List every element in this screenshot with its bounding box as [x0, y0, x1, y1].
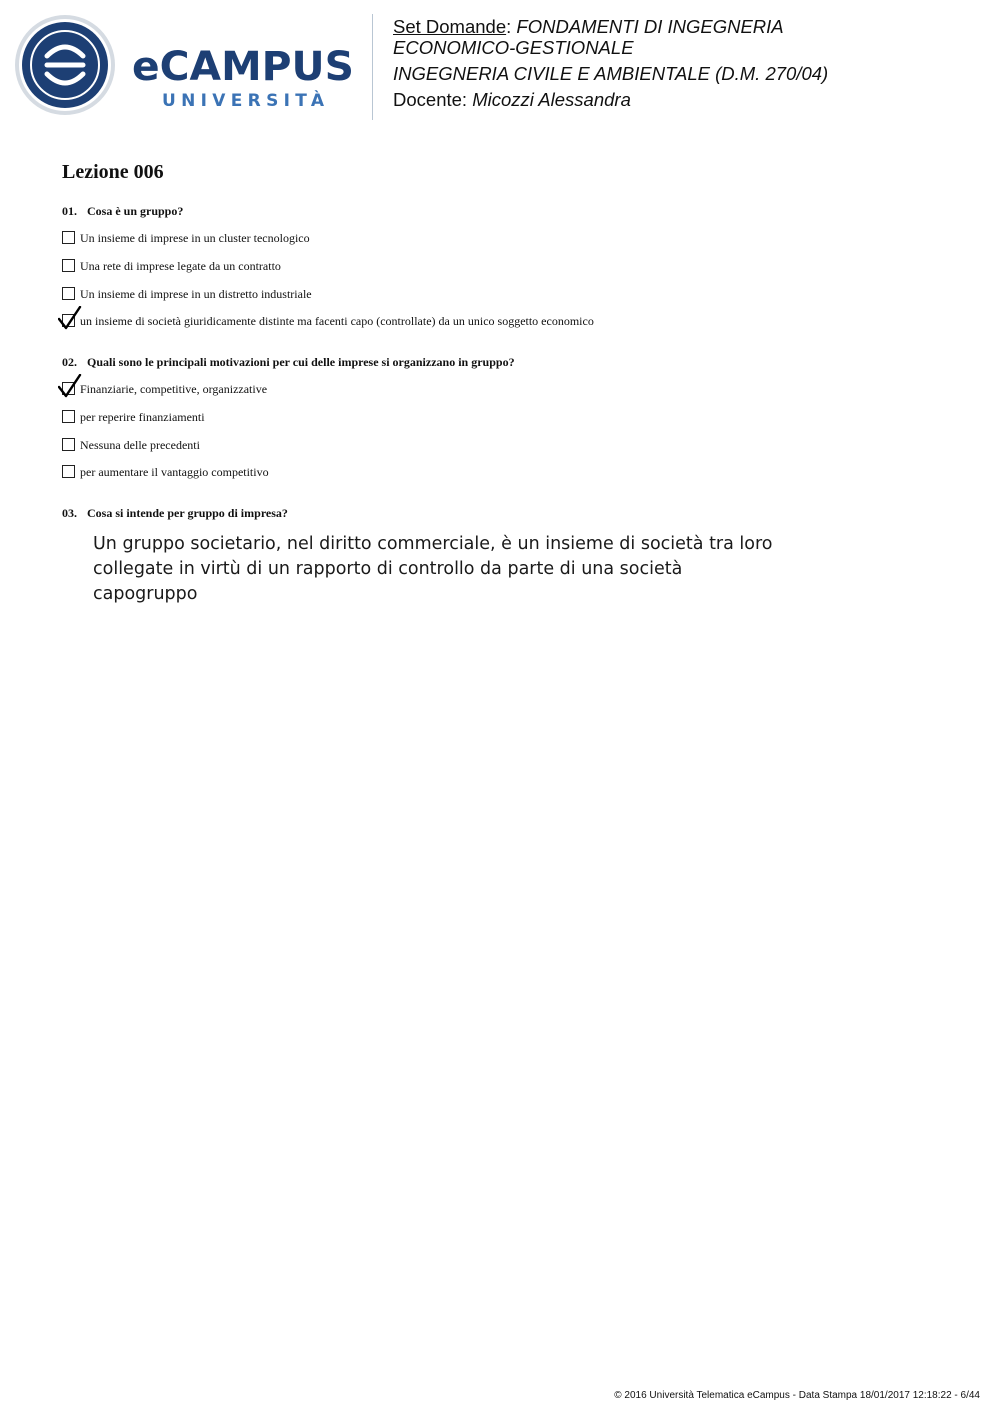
checkbox[interactable] [62, 410, 75, 423]
option-text: Nessuna delle precedenti [80, 438, 200, 452]
question-number: 01. [62, 204, 77, 218]
option-text: un insieme di società giuridicamente distinte ma facenti capo (controllate) da un unico soggetto economico [80, 314, 594, 328]
logo-subtitle: UNIVERSITÀ [162, 91, 324, 111]
set-domande-label: Set Domande [393, 16, 507, 37]
question-text: Cosa è un gruppo? [87, 204, 184, 218]
checkbox[interactable] [62, 465, 75, 478]
teacher-line [393, 89, 983, 110]
checkmark-icon [58, 374, 82, 400]
option-text: per reperire finanziamenti [80, 410, 205, 424]
teacher-label: Docente: [393, 89, 468, 110]
open-answer-text [93, 532, 773, 607]
header-divider [372, 14, 373, 120]
checkbox[interactable] [62, 438, 75, 451]
program-name: INGEGNERIA CIVILE E AMBIENTALE (D.M. 270/04) [393, 63, 829, 84]
question-text: Cosa si intende per gruppo di impresa? [87, 506, 288, 520]
document-header [393, 16, 983, 110]
ecampus-logo [14, 14, 359, 118]
lesson-title: Lezione 006 [62, 161, 164, 183]
question-number: 02. [62, 355, 77, 369]
option-text: per aumentare il vantaggio competitivo [80, 465, 269, 479]
question-03 [62, 506, 288, 521]
checkmark-icon [58, 306, 82, 332]
course-name-line1: FONDAMENTI DI INGEGNERIA [516, 16, 784, 37]
checkbox[interactable] [62, 287, 75, 300]
course-title-line1 [393, 16, 983, 37]
page-footer: © 2016 Università Telematica eCampus - Data Stampa 18/01/2017 12:18:22 - 6/44 [614, 1390, 980, 1401]
question-number: 03. [62, 506, 77, 520]
answer-line-1: Un gruppo societario, nel diritto commerciale, è un insieme di società tra loro [93, 534, 773, 554]
option-text: Un insieme di imprese in un distretto industriale [80, 287, 312, 301]
teacher-name: Micozzi Alessandra [472, 89, 631, 110]
course-name-line2: ECONOMICO-GESTIONALE [393, 37, 634, 58]
answer-line-2: collegate in virtù di un rapporto di controllo da parte di una società capogruppo [93, 559, 683, 604]
option-text: Un insieme di imprese in un cluster tecnologico [80, 231, 310, 245]
question-text: Quali sono le principali motivazioni per cui delle imprese si organizzano in gruppo? [87, 355, 515, 369]
set-separator: : [506, 16, 512, 37]
question-01 [62, 204, 183, 219]
option-text: Finanziarie, competitive, organizzative [80, 382, 268, 396]
option-text: Una rete di imprese legate da un contratto [80, 259, 281, 273]
checkbox[interactable] [62, 231, 75, 244]
question-02 [62, 355, 515, 370]
logo-brand: eCAMPUS [132, 44, 354, 90]
checkbox[interactable] [62, 259, 75, 272]
